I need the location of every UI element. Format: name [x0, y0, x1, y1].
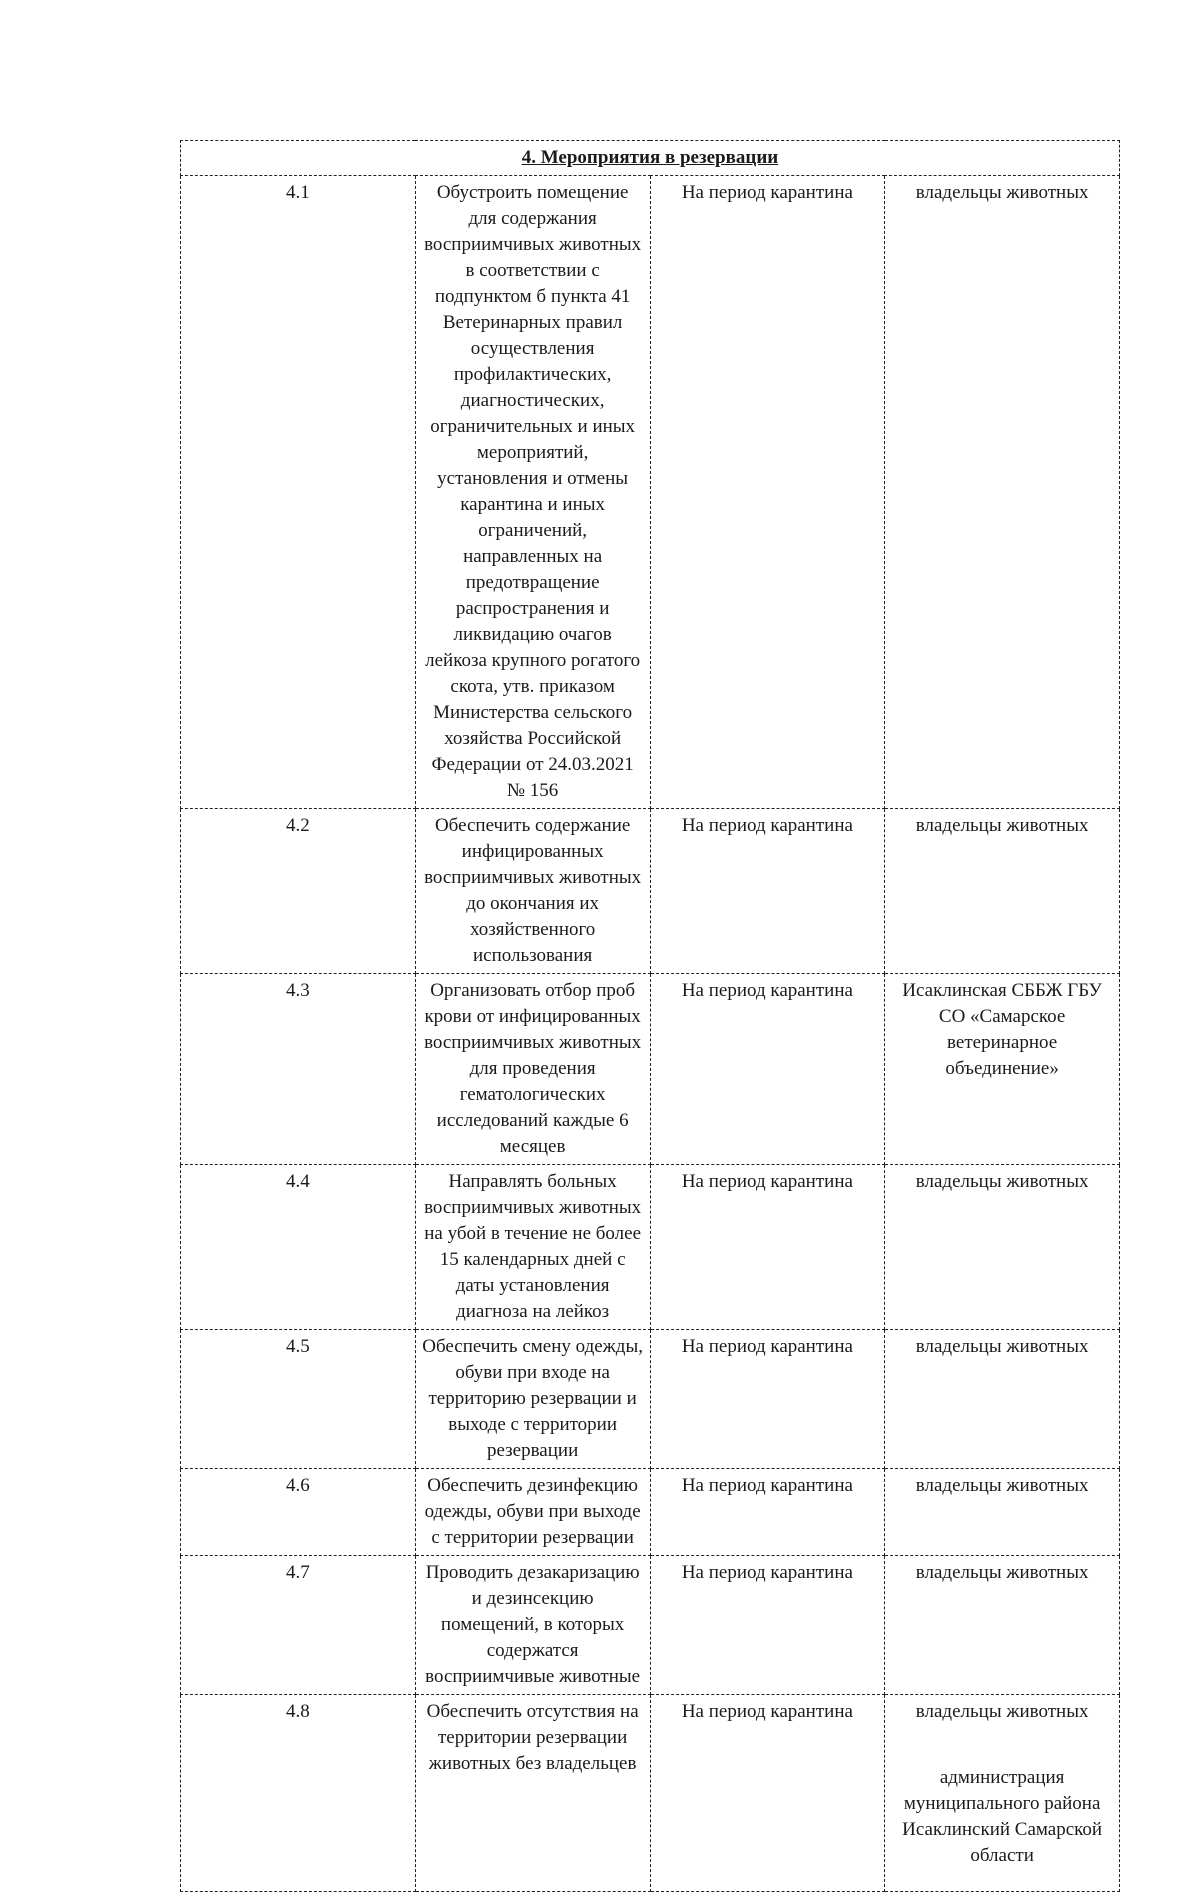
row-number: 4.5 — [181, 1330, 416, 1469]
row-responsible: владельцы животных — [885, 1165, 1120, 1330]
row-responsible: владельцы животных — [885, 1330, 1120, 1469]
row-responsible: владельцы животных — [885, 1469, 1120, 1556]
row-period: На период карантина — [650, 1469, 885, 1556]
row-period: На период карантина — [650, 809, 885, 974]
row-period: На период карантина — [650, 1330, 885, 1469]
row-action: Обеспечить смену одежды, обуви при входе на территорию резервации и выходе с территории резервации — [415, 1330, 650, 1469]
row-period: На период карантина — [650, 1695, 885, 1892]
table-row — [181, 176, 1120, 809]
section-title: 4. Мероприятия в резервации — [181, 141, 1120, 176]
table-row — [181, 1165, 1120, 1330]
row-number: 4.4 — [181, 1165, 416, 1330]
row-action: Обеспечить отсутствия на территории резервации животных без владельцев — [415, 1695, 650, 1892]
row-responsible: Исаклинская СББЖ ГБУ СО «Самарское ветеринарное объединение» — [885, 974, 1120, 1165]
row-number: 4.3 — [181, 974, 416, 1165]
section-header-row — [181, 141, 1120, 176]
row-period: На период карантина — [650, 1556, 885, 1695]
row-action: Обеспечить дезинфекцию одежды, обуви при выходе с территории резервации — [415, 1469, 650, 1556]
row-action: Обеспечить содержание инфицированных восприимчивых животных до окончания их хозяйственного использования — [415, 809, 650, 974]
row-action: Проводить дезакаризацию и дезинсекцию помещений, в которых содержатся восприимчивые животные — [415, 1556, 650, 1695]
table-row — [181, 1469, 1120, 1556]
row-number: 4.7 — [181, 1556, 416, 1695]
row-action: Обустроить помещение для содержания восприимчивых животных в соответствии с подпунктом б пункта 41 Ветеринарных правил осуществления профилактических, диагностических, ограничительных и иных мероприятий, установления и отмены карантина и иных ограничений, направленных на предотвращение распространения и ликвидацию очагов лейкоза крупного рогатого скота, утв. приказом Министерства сельского хозяйства Российской Федерации от 24.03.2021 № 156 — [415, 176, 650, 809]
table-row — [181, 1330, 1120, 1469]
document-page — [180, 140, 1120, 1892]
row-period: На период карантина — [650, 974, 885, 1165]
row-responsible: владельцы животных — [885, 809, 1120, 974]
row-number: 4.8 — [181, 1695, 416, 1892]
row-action: Направлять больных восприимчивых животных на убой в течение не более 15 календарных дней с даты установления диагноза на лейкоз — [415, 1165, 650, 1330]
row-number: 4.1 — [181, 176, 416, 809]
table-row — [181, 1556, 1120, 1695]
row-responsible-cell — [885, 1695, 1120, 1892]
row-number: 4.2 — [181, 809, 416, 974]
row-responsible: владельцы животных — [915, 1701, 1089, 1722]
row-period: На период карантина — [650, 176, 885, 809]
table-row — [181, 809, 1120, 974]
row-action: Организовать отбор проб крови от инфицированных восприимчивых животных для проведения гематологических исследований каждые 6 месяцев — [415, 974, 650, 1165]
row-responsible-secondary: администрация муниципального района Исаклинский Самарской области — [902, 1767, 1103, 1866]
row-period: На период карантина — [650, 1165, 885, 1330]
row-number: 4.6 — [181, 1469, 416, 1556]
measures-table — [180, 140, 1120, 1892]
row-responsible: владельцы животных — [885, 176, 1120, 809]
table-row — [181, 1695, 1120, 1892]
row-responsible: владельцы животных — [885, 1556, 1120, 1695]
responsible-spacer — [891, 1725, 1113, 1765]
table-row — [181, 974, 1120, 1165]
